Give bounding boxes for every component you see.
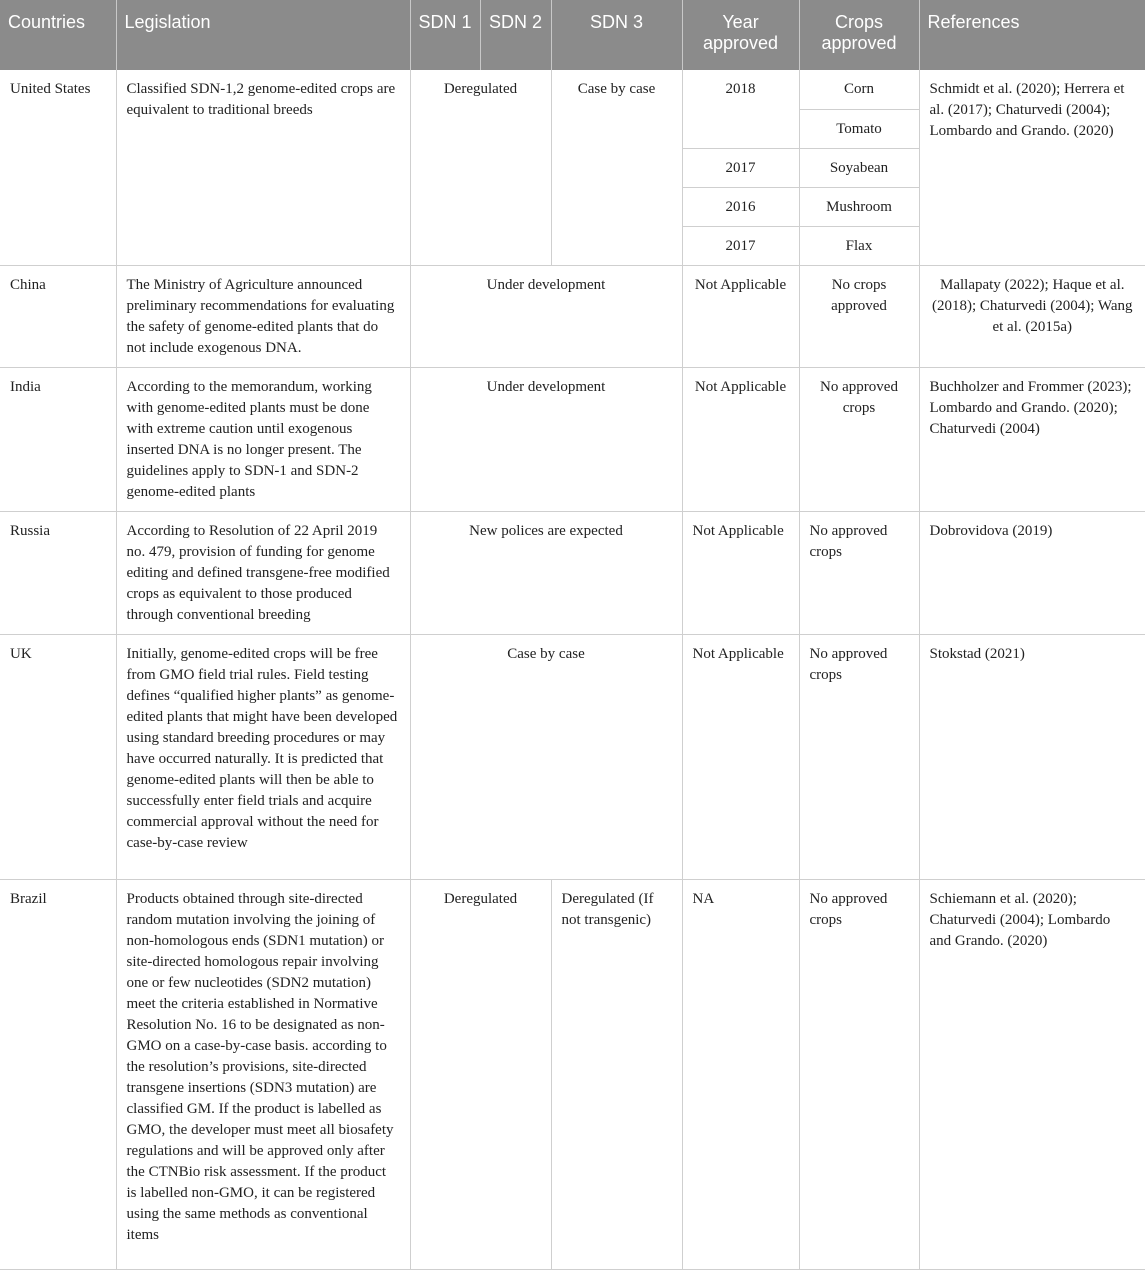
crop-cell: Corn xyxy=(799,70,919,109)
crop-cell: Mushroom xyxy=(799,187,919,226)
country-cell: Brazil xyxy=(0,879,116,1269)
sdn12-cell: Deregulated xyxy=(410,70,551,265)
year-cell: NA xyxy=(682,879,799,1269)
table-row xyxy=(0,511,1145,634)
year-cell: 2017 xyxy=(682,148,799,187)
header-legislation: Legislation xyxy=(116,0,410,70)
sdn-cell: Under development xyxy=(410,265,682,367)
crops-cell: No approved crops xyxy=(799,879,919,1269)
year-cell: Not Applicable xyxy=(682,367,799,511)
references-cell: Schmidt et al. (2020); Herrera et al. (2017); Chaturvedi (2004); Lombardo and Grando. (2020) xyxy=(919,70,1145,265)
crop-cell: Flax xyxy=(799,226,919,265)
legislation-cell: According to the memorandum, working with genome-edited plants must be done with extreme caution until exogenous inserted DNA is no longer present. The guidelines apply to SDN-1 and SDN-2 genome-edited plants xyxy=(116,367,410,511)
year-cell: 2016 xyxy=(682,187,799,226)
sdn3-cell: Deregulated (If not transgenic) xyxy=(551,879,682,1269)
header-row xyxy=(0,0,1145,70)
references-cell: Mallapaty (2022); Haque et al. (2018); Chaturvedi (2004); Wang et al. (2015a) xyxy=(919,265,1145,367)
country-cell: Russia xyxy=(0,511,116,634)
header-crops-approved: Crops approved xyxy=(799,0,919,70)
crops-cell: No approved crops xyxy=(799,634,919,879)
crop-cell: Tomato xyxy=(799,109,919,148)
year-cell: Not Applicable xyxy=(682,634,799,879)
legislation-cell: Initially, genome-edited crops will be free from GMO field trial rules. Field testing defines “qualified higher plants” as genome-edited plants that might have been developed using standard breeding procedures or may have occurred naturally. It is predicted that genome-edited plants will then be able to successfully enter field trials and acquire commercial approval without the need for case-by-case review xyxy=(116,634,410,879)
references-cell: Dobrovidova (2019) xyxy=(919,511,1145,634)
table-row xyxy=(0,367,1145,511)
sdn3-cell: Case by case xyxy=(551,70,682,265)
year-cell: 2018 xyxy=(682,70,799,148)
header-sdn1: SDN 1 xyxy=(410,0,480,70)
country-cell: India xyxy=(0,367,116,511)
year-cell: Not Applicable xyxy=(682,511,799,634)
sdn-cell: Under development xyxy=(410,367,682,511)
sdn-cell: New polices are expected xyxy=(410,511,682,634)
country-cell: China xyxy=(0,265,116,367)
header-references: References xyxy=(919,0,1145,70)
year-cell: 2017 xyxy=(682,226,799,265)
legislation-cell: The Ministry of Agriculture announced preliminary recommendations for evaluating the safety of genome-edited plants that do not include exogenous DNA. xyxy=(116,265,410,367)
crops-cell: No approved crops xyxy=(799,511,919,634)
crop-cell: Soyabean xyxy=(799,148,919,187)
legislation-cell: According to Resolution of 22 April 2019 no. 479, provision of funding for genome editing and defined transgene-free modified crops as equivalent to those produced through conventional breeding xyxy=(116,511,410,634)
header-year-approved: Year approved xyxy=(682,0,799,70)
references-cell: Stokstad (2021) xyxy=(919,634,1145,879)
crops-cell: No approved crops xyxy=(799,367,919,511)
references-cell: Schiemann et al. (2020); Chaturvedi (2004); Lombardo and Grando. (2020) xyxy=(919,879,1145,1269)
sdn12-cell: Deregulated xyxy=(410,879,551,1269)
header-sdn3: SDN 3 xyxy=(551,0,682,70)
country-cell: UK xyxy=(0,634,116,879)
sdn-cell: Case by case xyxy=(410,634,682,879)
table-row xyxy=(0,70,1145,109)
year-cell: Not Applicable xyxy=(682,265,799,367)
crops-cell: No crops approved xyxy=(799,265,919,367)
legislation-cell: Classified SDN-1,2 genome-edited crops are equivalent to traditional breeds xyxy=(116,70,410,265)
table-row xyxy=(0,879,1145,1269)
header-sdn2: SDN 2 xyxy=(480,0,551,70)
legislation-cell: Products obtained through site-directed random mutation involving the joining of non-homologous ends (SDN1 mutation) or site-directed homologous repair involving one or few nucleotides (SDN2 mutation) meet the criteria established in Normative Resolution No. 16 to be designated as non-GMO on a case-by-case basis. according to the resolution’s provisions, site-directed transgene insertions (SDN3 mutation) are classified GM. If the product is labelled as GMO, the developer must meet all biosafety regulations and will be approved only after the CTNBio risk assessment. If the product is labelled non-GMO, it can be registered using the same methods as conventional items xyxy=(116,879,410,1269)
country-cell: United States xyxy=(0,70,116,265)
table-row xyxy=(0,634,1145,879)
table-row xyxy=(0,265,1145,367)
references-cell: Buchholzer and Frommer (2023); Lombardo and Grando. (2020); Chaturvedi (2004) xyxy=(919,367,1145,511)
header-countries: Countries xyxy=(0,0,116,70)
